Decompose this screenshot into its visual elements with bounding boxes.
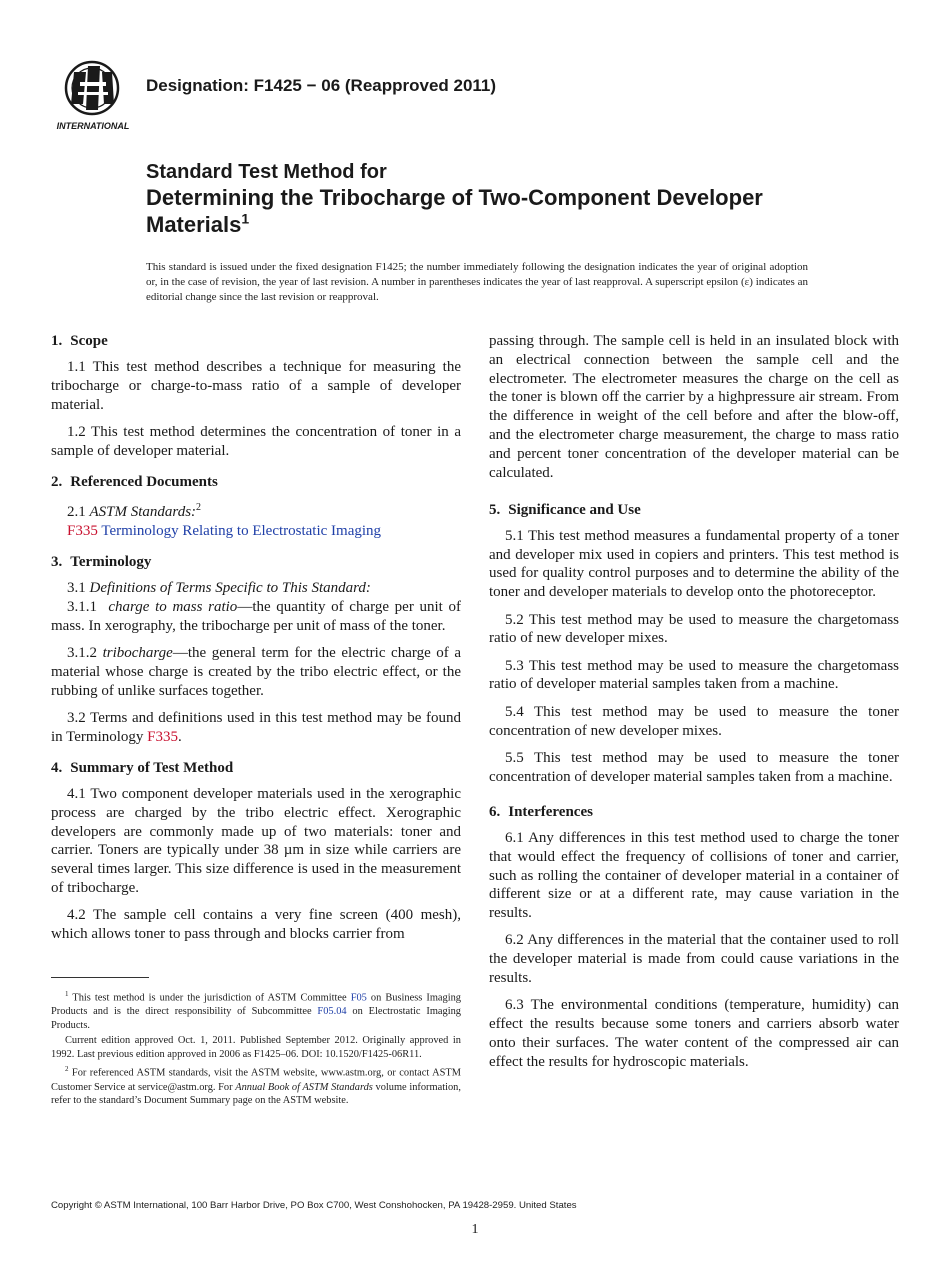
link-f05-04[interactable]: F05.04 bbox=[317, 1006, 347, 1018]
section-heading-referenced-documents: 2. Referenced Documents bbox=[51, 473, 218, 490]
section-heading-interferences: 6. Interferences bbox=[489, 803, 593, 820]
footnote-1: $^1$ This test method is under the jurisdiction of ASTM Committee F05 on Business Imaging Products and is the direct responsibility of Subcommittee F05.04 on Electrostatic Imaging Products. bbox=[51, 990, 461, 1031]
paragraph-6-1: 6.1 Any differences in this test method used to charge the toner that would effect the frequency of collisions of toner and carrier, such as rolling the container of developer material in a container of different size or at a different rate, may cause variation in the results. bbox=[489, 829, 899, 922]
astm-logo-icon bbox=[50, 58, 136, 134]
designation: Designation: F1425 − 06 (Reapproved 2011) bbox=[146, 76, 497, 95]
title-line-2: Determining the Tribocharge of Two-Component Developer bbox=[146, 185, 763, 210]
paragraph-1-2: 1.2 This test method determines the concentration of toner in a sample of developer material. bbox=[51, 423, 461, 459]
paragraph-3-2: 3.2 Terms and definitions used in this test method may be found in Terminology F335. bbox=[51, 709, 461, 745]
footnote-divider bbox=[51, 977, 149, 978]
page-number: 1 bbox=[471, 1222, 479, 1237]
svg-text:INTERNATIONAL: INTERNATIONAL bbox=[56, 121, 130, 131]
footnote-2: $^2$ For referenced ASTM standards, visit the ASTM website, www.astm.org, or contact ASTM Customer Service at service@astm.org. For Annual Book of ASTM Standards volume information, refer to the standard’s Document Summary page on the ASTM website. bbox=[51, 1065, 461, 1107]
paragraph-2-1: 2.1 ASTM Standards:$^2$ bbox=[67, 501, 202, 520]
paragraph-3-1-2: 3.1.2 tribocharge—the general term for the electric charge of a material whose charge is created by the tribo electric effect, or the rubbing of unlike surfaces together. bbox=[51, 644, 462, 699]
link-f335-inline[interactable]: F335 bbox=[147, 728, 179, 745]
paragraph-6-2: 6.2 Any differences in the material that the container used to roll the developer material is made from could cause variations in the results. bbox=[489, 932, 899, 987]
title-line-1: Standard Test Method for bbox=[146, 161, 387, 183]
paragraph-1-1: 1.1 This test method describes a technique for measuring the tribocharge or charge-to-mass ratio of a sample of developer material. bbox=[51, 359, 461, 413]
paragraph-3-1-1: 3.1.1 charge to mass ratio—the quantity of charge per unit of mass. In xerography, the tribocharge per unit of mass of the toner. bbox=[51, 598, 461, 634]
paragraph-6-3: 6.3 The environmental conditions (temperature, humidity) can effect the results because some toners and carriers absorb water onto their surfaces. The water content of the compressed air can effect the results for hydroscopic materials. bbox=[489, 997, 899, 1070]
left-column bbox=[51, 332, 461, 952]
section-heading-scope: 1. Scope bbox=[51, 333, 108, 349]
paragraph-3-1: 3.1 Definitions of Terms Specific to This Standard: bbox=[67, 580, 371, 597]
paragraph-5-4: 5.4 This test method may be used to measure the toner concentration of new developer mixes. bbox=[489, 703, 899, 739]
paragraph-4-1: 4.1 Two component developer materials used in the xerographic process are charged by the tribo electric effect. Xerographic developers are commonly made up of two materials: toner and carrier. Toners are typically under 38 µm in size while carriers are several times larger. This size difference is used in the measurement of tribocharge. bbox=[51, 785, 461, 896]
section-heading-terminology: 3. Terminology bbox=[51, 554, 152, 571]
link-f335-title[interactable]: Terminology Relating to Electrostatic Imaging bbox=[101, 522, 382, 539]
document-title bbox=[146, 160, 846, 238]
paragraph-4-2: 4.2 The sample cell contains a very fine screen (400 mesh), which allows toner to pass through and blocks carrier from bbox=[51, 907, 461, 943]
right-column bbox=[489, 332, 899, 1080]
paragraph-4-2-continued: passing through. The sample cell is held in an insulated block with an electrical connection between the sample cell and the electrometer. The electrometer measures the charge on the cell as the toner is blown off the carrier by a highpressure air stream. From the difference in weight of the cell before and after the blow-off, and the electrometer charge measurement, the charge to mass ratio and percent toner concentration of the developer material can be calculated. bbox=[489, 333, 899, 481]
paragraph-5-1: 5.1 This test method measures a fundamental property of a toner and developer mix used in copiers and printers. This test method is used for quality control purposes and to determine the ability of the toner and developer materials to develop onto the photoreceptor. bbox=[489, 527, 899, 601]
paragraph-5-5: 5.5 This test method may be used to measure the toner concentration of developer material samples taken from a machine. bbox=[489, 749, 899, 785]
section-heading-significance: 5. Significance and Use bbox=[489, 501, 641, 518]
paragraph-5-3: 5.3 This test method may be used to measure the chargetomass ratio of developer material samples taken from a machine. bbox=[489, 657, 899, 693]
link-f05[interactable]: F05 bbox=[350, 992, 367, 1004]
title-line-3: Materials$^1$ bbox=[146, 210, 250, 237]
title-footnote-marker[interactable]: 1 bbox=[241, 210, 250, 227]
link-f335[interactable]: F335 bbox=[67, 522, 98, 539]
copyright-notice: Copyright © ASTM International, 100 Barr Harbor Drive, PO Box C700, West Conshohocken, PA 19428-2959. United States bbox=[51, 1200, 577, 1211]
section-heading-summary: 4. Summary of Test Method bbox=[51, 759, 234, 776]
paragraph-5-2: 5.2 This test method may be used to measure the chargetomass ratio of new developer mixes. bbox=[489, 611, 899, 647]
reference-f335 bbox=[51, 522, 461, 541]
standard-notice: This standard is issued under the fixed designation F1425; the number immediately following the designation indicates the year of original adoption or, in the case of revision, the year of last revision. A number in parentheses indicates the year of last reapproval. A superscript epsilon (ε) indicates an editorial change since the last revision or reapproval. bbox=[146, 261, 808, 303]
footnote-1-edition: Current edition approved Oct. 1, 2011. Published September 2012. Originally approved in 1992. Last previous edition approved in 2006 as F1425–06. DOI: 10.1520/F1425-06R11. bbox=[51, 1035, 461, 1060]
footnotes bbox=[51, 988, 461, 1110]
